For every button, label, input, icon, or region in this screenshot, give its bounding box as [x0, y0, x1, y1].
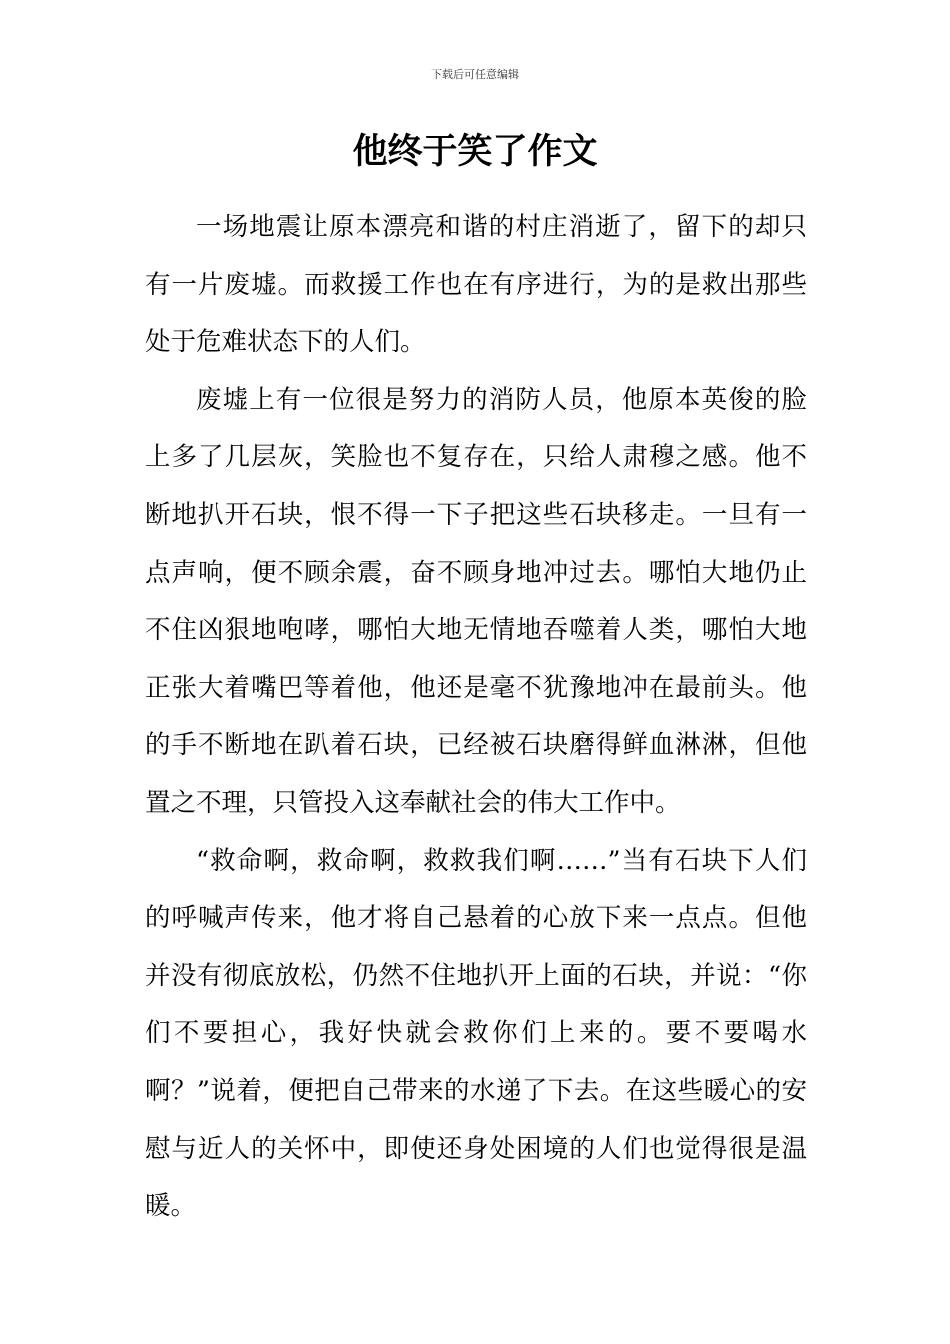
paragraph: 废墟上有一位很是努力的消防人员，他原本英俊的脸上多了几层灰，笑脸也不复存在，只给人肃穆之感。他不断地扒开石块，恨不得一下子把这些石块移走。一旦有一点声响，便不顾余震，奋不顾身地冲过去。哪怕大地仍止不住凶狠地咆哮，哪怕大地无情地吞噬着人类，哪怕大地正张大着嘴巴等着他，他还是毫不犹豫地冲在最前头。他的手不断地在趴着石块，已经被石块磨得鲜血淋淋，但他置之不理，只管投入这奉献社会的伟大工作中。 [145, 384, 807, 818]
paragraph: “救命啊，救命啊，救救我们啊……”当有石块下人们的呼喊声传来，他才将自己悬着的心放下来一点点。但他并没有彻底放松，仍然不住地扒开上面的石块，并说：“你们不要担心，我好快就会救你们上来的。要不要喝水啊？”说着，便把自己带来的水递了下去。在这些暖心的安慰与近人的关怀中，即使还身处困境的人们也觉得很是温暖。 [145, 845, 807, 1222]
page-title: 他终于笑了作文 [352, 132, 598, 172]
essay-body [145, 199, 807, 1236]
paragraph: 一场地震让原本漂亮和谐的村庄消逝了，留下的却只有一片废墟。而救援工作也在有序进行，为的是救出那些处于危难状态下的人们。 [145, 212, 807, 358]
header-note: 下载后可任意编辑 [431, 68, 519, 81]
